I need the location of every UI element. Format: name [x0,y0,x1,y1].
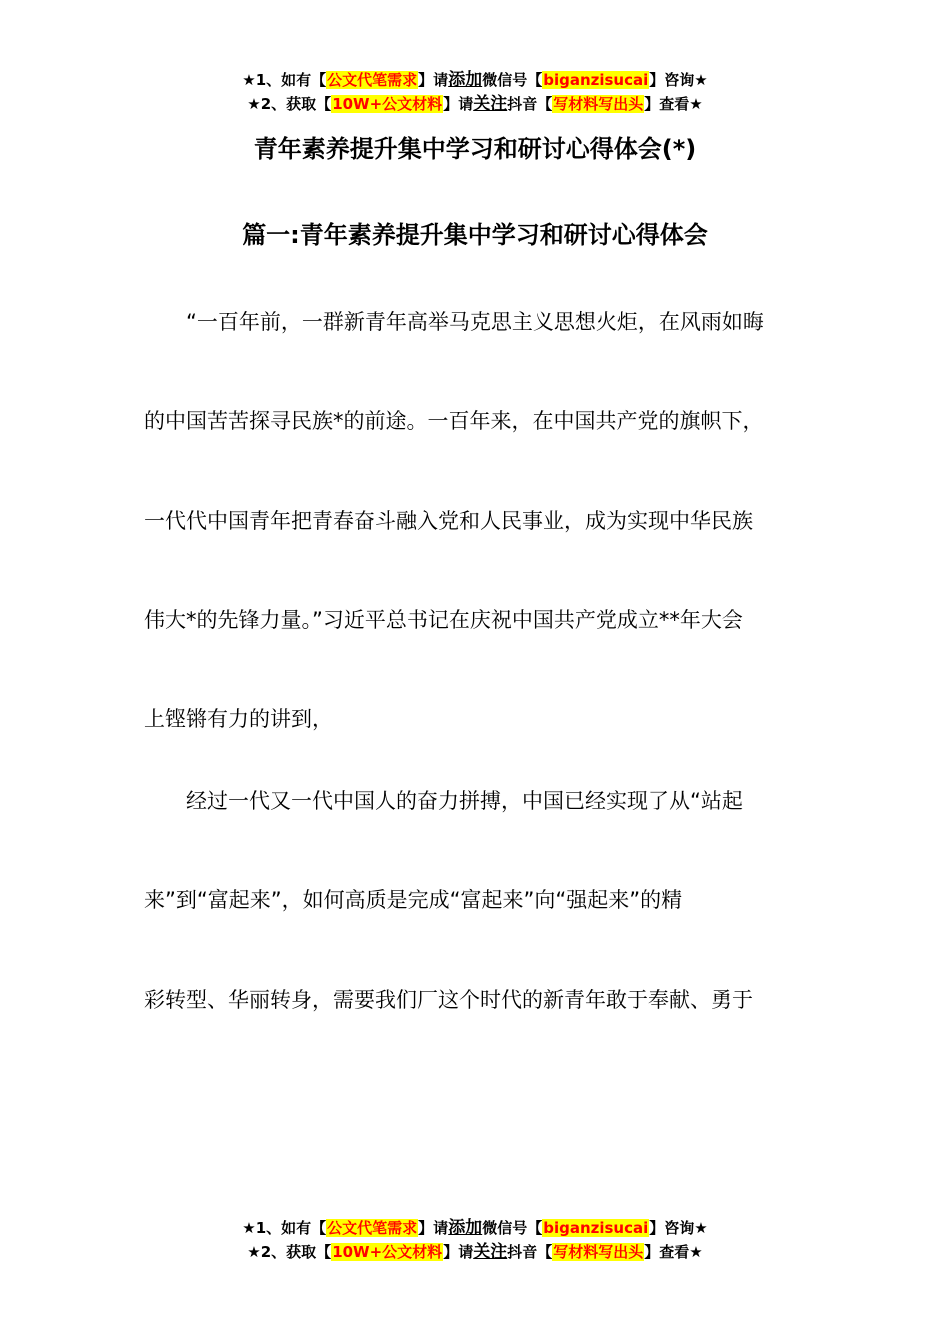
paragraph-line: 上铿锵有力的讲到， [144,707,333,732]
footer-banner [0,1216,950,1264]
emphasis-add: 添加 [448,1218,483,1238]
banner-line-1 [0,1216,950,1240]
document-title: 青年素养提升集中学习和研讨心得体会(*) [253,135,697,163]
highlight-materials: 10W+公文材料 [332,95,443,113]
banner-line-2 [0,92,950,116]
emphasis-follow: 关注 [473,1242,508,1262]
banner-text: 抖音【 [507,95,553,113]
highlight-douyin-account: 写材料写出头 [553,95,644,113]
banner-line-2 [0,1240,950,1264]
paragraph-line: “一百年前，一群新青年高举马克思主义思想火炬，在风雨如晦 [186,310,764,334]
paragraph-1 [144,273,814,769]
banner-text: ★1、如有【 [242,1219,327,1237]
emphasis-add: 添加 [448,70,483,90]
highlight-materials: 10W+公文材料 [332,1243,443,1261]
highlight-wechat-id: biganzisucai [543,71,649,89]
banner-text: 微信号【 [482,1219,543,1237]
highlight-writing-service: 公文代笔需求 [327,71,418,89]
paragraph-2 [144,752,814,1050]
highlight-wechat-id: biganzisucai [543,1219,649,1237]
banner-text: 】咨询★ [649,1219,708,1237]
banner-text: ★2、获取【 [247,1243,332,1261]
paragraph-line: 的中国苦苦探寻民族*的前途。一百年来，在中国共产党的旗帜下， [144,409,764,434]
header-banner [0,68,950,116]
paragraph-line: 经过一代又一代中国人的奋力拼搏，中国已经实现了从“站起 [186,789,743,813]
banner-text: 】请 [443,95,474,113]
banner-line-1 [0,68,950,92]
highlight-writing-service: 公文代笔需求 [327,1219,418,1237]
banner-text: ★1、如有【 [242,71,327,89]
banner-text: ★2、获取【 [247,95,332,113]
paragraph-line: 彩转型、华丽转身，需要我们厂这个时代的新青年敢于奉献、勇于 [144,987,753,1012]
banner-text: 】查看★ [644,95,703,113]
emphasis-follow: 关注 [473,94,508,114]
banner-text: 】咨询★ [649,71,708,89]
banner-text: 】请 [443,1243,474,1261]
banner-text: 】请 [418,1219,449,1237]
banner-text: 抖音【 [507,1243,553,1261]
section-title: 篇一:青年素养提升集中学习和研讨心得体会 [242,221,708,249]
banner-text: 】查看★ [644,1243,703,1261]
paragraph-line: 伟大*的先锋力量。”习近平总书记在庆祝中国共产党成立**年大会 [144,607,743,632]
banner-text: 微信号【 [482,71,543,89]
highlight-douyin-account: 写材料写出头 [553,1243,644,1261]
banner-text: 】请 [418,71,449,89]
paragraph-line: 一代代中国青年把青春奋斗融入党和人民事业，成为实现中华民族 [144,508,753,533]
paragraph-line: 来”到“富起来”，如何高质是完成“富起来”向“强起来”的精 [144,888,683,913]
